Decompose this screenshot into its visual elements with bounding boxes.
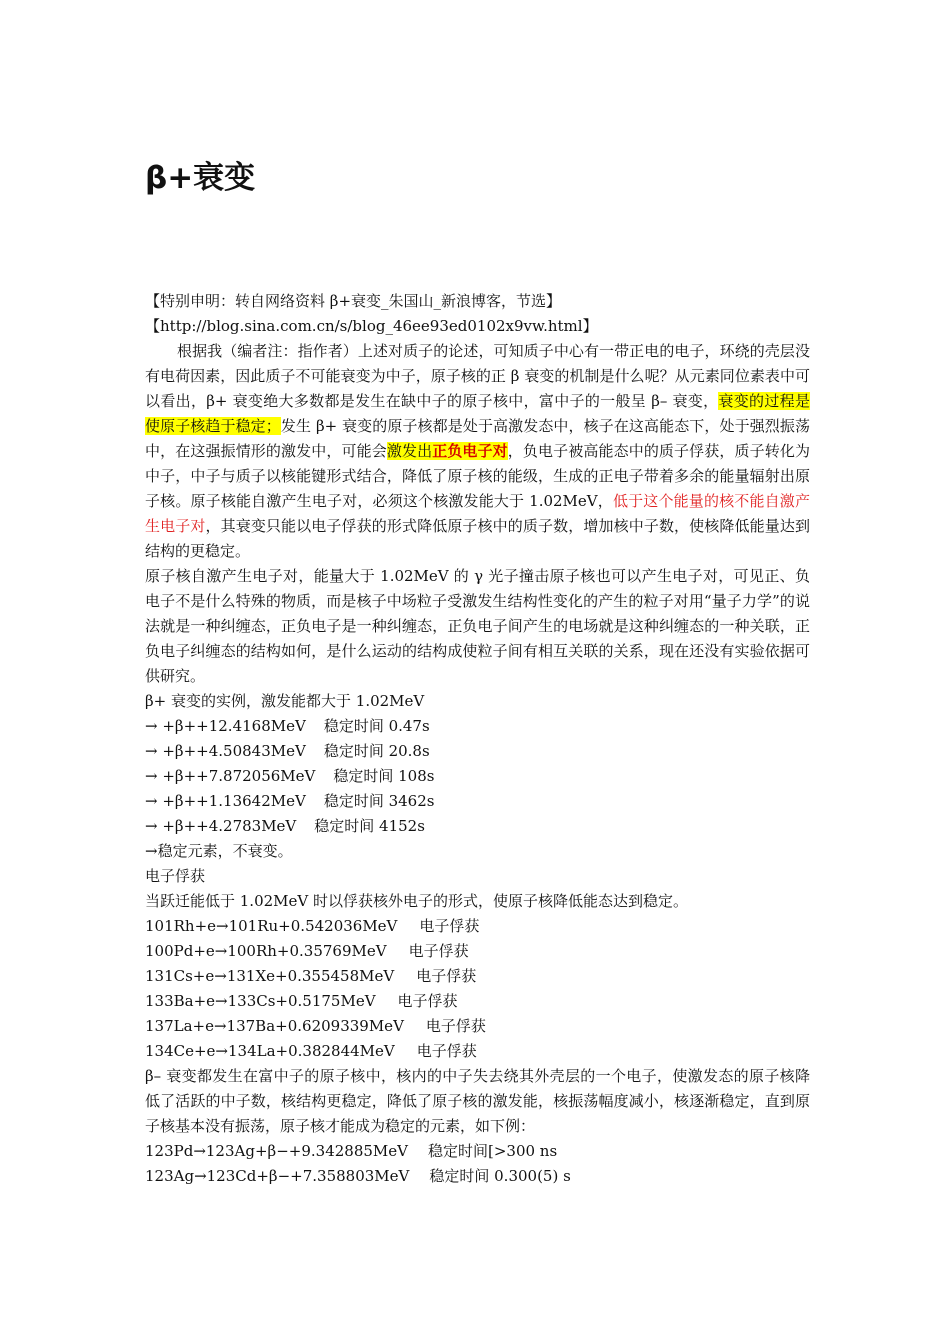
reaction-row <box>145 1014 810 1039</box>
reaction-row <box>145 814 810 839</box>
beta-plus-end: →稳定元素，不衰变。 <box>145 842 293 860</box>
reaction-equation: → +β++4.50843MeV <box>145 742 306 760</box>
ec-intro: 当跃迁能低于 1.02MeV 时以俘获核外电子的形式，使原子核降低能态达到稳定。 <box>145 892 689 910</box>
reaction-row <box>145 764 810 789</box>
reaction-equation: → +β++1.13642MeV <box>145 792 306 810</box>
reaction-row <box>145 789 810 814</box>
beta-plus-intro: β+ 衰变的实例，激发能都大于 1.02MeV <box>145 692 425 710</box>
reaction-equation: 123Pd→123Ag+β−+9.342885MeV <box>145 1142 408 1160</box>
reaction-note: 电子俘获 <box>397 992 458 1010</box>
reaction-row <box>145 714 810 739</box>
highlight-excite: 激发出 <box>386 442 433 460</box>
paragraph-entanglement: 原子核自激产生电子对，能量大于 1.02MeV 的 γ 光子撞击原子核也可以产生电子对，可见正、负电子不是什么特殊的物质，而是核子中场粒子受激发生结构性变化的产生的粒子对用“量子力学”的说法就是一种纠缠态，正负电子是一种纠缠态，正负电子间产生的电场就是这种纠缠态的一种关联，正负电子纠缠态的结构如何，是什么运动的结构成使粒子间有相互关联的关系，现在还没有实验依据可供研究。 <box>145 567 810 685</box>
reaction-note: 电子俘获 <box>408 942 469 960</box>
reaction-row <box>145 939 810 964</box>
reaction-row <box>145 739 810 764</box>
reaction-note: 稳定时间 4152s <box>314 817 425 835</box>
reaction-equation: 133Ba+e→133Cs+0.5175MeV <box>145 992 376 1010</box>
red-note: 低于这个能量的核不能自激产生电子对 <box>145 492 810 535</box>
reaction-row <box>145 1164 810 1189</box>
reaction-row <box>145 1039 810 1064</box>
reaction-note: 稳定时间 20.8s <box>323 742 430 760</box>
reaction-note: 电子俘获 <box>416 967 477 985</box>
reaction-equation: 100Pd+e→100Rh+0.35769MeV <box>145 942 387 960</box>
reaction-row <box>145 964 810 989</box>
reaction-note: 稳定时间 0.300(5) s <box>429 1167 571 1185</box>
reaction-row <box>145 914 810 939</box>
beta-minus-list <box>145 1139 810 1189</box>
reaction-note: 稳定时间 0.47s <box>323 717 430 735</box>
reaction-equation: 131Cs+e→131Xe+0.355458MeV <box>145 967 395 985</box>
paragraph-beta-minus: β– 衰变都发生在富中子的原子核中，核内的中子失去绕其外壳层的一个电子，使激发态的原子核降低了活跃的中子数，核结构更稳定，降低了原子核的激发能，核振荡幅度减小，核逐渐稳定，直到原子核基本没有振荡，原子核才能成为稳定的元素，如下例： <box>145 1067 810 1135</box>
ec-heading: 电子俘获 <box>145 867 206 885</box>
highlight-stability: 衰变的过程是使原子核趋于稳定； <box>145 392 810 435</box>
document-body <box>145 289 810 1189</box>
page-title: β+衰变 <box>145 160 256 196</box>
reaction-note: 稳定时间 3462s <box>323 792 435 810</box>
reaction-equation: 137La+e→137Ba+0.6209339MeV <box>145 1017 404 1035</box>
reaction-note: 稳定时间 108s <box>333 767 435 785</box>
beta-plus-list <box>145 714 810 839</box>
reaction-equation: 134Ce+e→134La+0.382844MeV <box>145 1042 395 1060</box>
reaction-note: 电子俘获 <box>416 1042 477 1060</box>
reaction-equation: → +β++12.4168MeV <box>145 717 306 735</box>
reaction-equation: 101Rh+e→101Ru+0.542036MeV <box>145 917 398 935</box>
reaction-equation: → +β++7.872056MeV <box>145 767 316 785</box>
reaction-equation: 123Ag→123Cd+β−+7.358803MeV <box>145 1167 410 1185</box>
notice-line: 【特别申明：转自网络资料 β+衰变_朱国山_新浪博客，节选】 <box>145 292 562 310</box>
reaction-note: 电子俘获 <box>419 917 480 935</box>
paragraph-mechanism: 根据我（编者注：指作者）上述对质子的论述，可知质子中心有一带正电的电子，环绕的壳层没有电荷因素，因此质子不可能衰变为中子，原子核的正 β 衰变的机制是什么呢？从元素同位素表中可以看出，β+ 衰变绝大多数都是发生在缺中子的原子核中，富中子的一般呈 β– 衰变，衰变的过程是使原子核趋于稳定；发生 β+ 衰变的原子核都是处于高激发态中，核子在这高能态下，处于强烈振荡中，在这强振情形的激发中，可能会激发出正负电子对，负电子被高能态中的质子俘获，质子转化为中子，中子与质子以核能键形式结合，降低了原子核的能级，生成的正电子带着多余的能量辐射出原子核。原子核能自激产生电子对，必须这个核激发能大于 1.02MeV，低于这个能量的核不能自激产生电子对，其衰变只能以电子俘获的形式降低原子核中的质子数，增加核中子数，使核降低能量达到结构的更稳定。 <box>145 342 810 560</box>
reaction-note: 稳定时间[>300 ns <box>427 1142 558 1160</box>
reaction-row <box>145 1139 810 1164</box>
source-url: 【http://blog.sina.com.cn/s/blog_46ee93ed0102x9vw.html】 <box>145 317 598 335</box>
reaction-row <box>145 989 810 1014</box>
highlight-pair: 正负电子对 <box>432 442 508 460</box>
reaction-equation: → +β++4.2783MeV <box>145 817 297 835</box>
ec-list <box>145 914 810 1064</box>
reaction-note: 电子俘获 <box>425 1017 486 1035</box>
